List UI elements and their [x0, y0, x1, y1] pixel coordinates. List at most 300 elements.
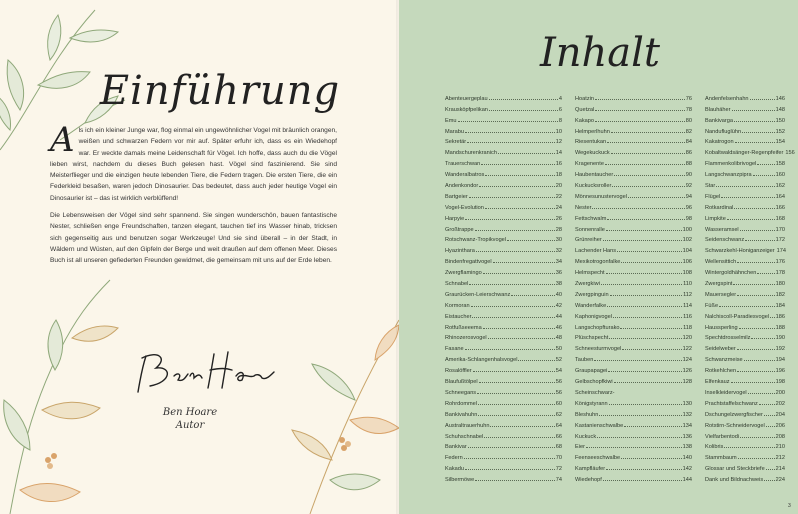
toc-entry-leader	[742, 132, 775, 133]
toc-entry-title: Wanderalbatros	[445, 172, 485, 179]
toc-entry-title: Andenfelsenhahn	[705, 95, 749, 102]
toc-entry-page: 198	[775, 379, 785, 386]
toc-entry	[575, 440, 692, 451]
toc-entry	[445, 396, 562, 407]
toc-entry-page: 154	[775, 139, 785, 146]
toc-entry	[575, 178, 692, 189]
toc-entry-title: Seidelweber	[705, 346, 736, 353]
toc-entry-title: Federn	[445, 455, 463, 462]
toc-entry-leader	[740, 230, 775, 231]
toc-entry-page: 44	[555, 313, 562, 320]
toc-entry	[705, 135, 785, 146]
toc-entry-title: Zwergspint	[705, 281, 733, 288]
toc-entry-page: 66	[555, 433, 562, 440]
toc-entry-title: Spechtdrosselmilz	[705, 335, 751, 342]
toc-entry	[575, 276, 692, 287]
toc-entry-leader	[734, 121, 775, 122]
toc-entry	[575, 472, 692, 483]
toc-entry-leader	[475, 480, 555, 481]
intro-text	[50, 120, 337, 273]
toc-entry-title: Inselkleidervogel	[705, 389, 747, 396]
toc-entry-page: 54	[555, 368, 562, 375]
toc-entry-page: 62	[555, 411, 562, 418]
toc-entry-page: 12	[555, 139, 562, 146]
toc-entry	[705, 331, 785, 342]
toc-entry-page: 98	[685, 215, 692, 222]
toc-entry-page: 172	[775, 237, 785, 244]
toc-entry	[445, 243, 562, 254]
toc-entry-page: 138	[682, 444, 692, 451]
toc-entry-title: Bartgeier	[445, 193, 468, 200]
toc-entry	[445, 320, 562, 331]
toc-entry-title: Nandufluglühn	[705, 128, 742, 135]
toc-entry-title: Kolibris	[705, 444, 724, 451]
foliage-bottom-right-illustration	[280, 280, 399, 514]
toc-entry-leader	[607, 142, 685, 143]
toc-entry-page: 130	[682, 400, 692, 407]
toc-entry	[705, 265, 785, 276]
toc-entry	[445, 189, 562, 200]
toc-entry-title: Flügel	[705, 193, 721, 200]
toc-entry-leader	[471, 306, 555, 307]
drop-cap: A	[50, 120, 75, 160]
toc-entry	[575, 298, 692, 309]
intro-paragraph-1-text: ls ich ein kleiner Junge war, flog einmal ein ungewöhnlicher Vogel mit bräunlich orangen, weißen und schwarzen Federn vor mir auf. Später erfuhr ich, dass es ein Wiedehopf war. Er weckte damals meine Leidenschaft für Vögel. Ich hoffe, dass auch du die Vögel lieben wirst, nachdem du dieses Buch gelesen hast. Vögel sind faszinierend. Sie sind Meisterflieger und die einzigen heute lebenden Tiere, die Federn tragen. Die ersten Tiere, die ein Federkleid besaßen, waren jedoch Dinosaurier. Das bedeutet, dass auch jeder heutige Vogel ein Dinosaurier ist – das ist wirklich verblüffend!	[50, 127, 337, 202]
toc-entry	[575, 450, 692, 461]
toc-entry-title: Glossar und Steckbriefe	[705, 466, 765, 473]
toc-column-3	[705, 91, 795, 484]
toc-entry-title: Rohrdommel	[445, 400, 478, 407]
toc-entry	[575, 461, 692, 472]
toc-entry	[445, 341, 562, 352]
toc-entry-leader	[483, 273, 555, 274]
toc-column-2	[575, 91, 692, 483]
toc-entry-title: Zwergpinguin	[575, 291, 609, 298]
toc-entry-leader	[603, 240, 682, 241]
toc-entry	[705, 243, 785, 254]
toc-entry-title: Rotfußseeema	[445, 324, 482, 331]
toc-entry-title: Sonnenralle	[575, 226, 605, 233]
toc-entry-leader	[614, 175, 685, 176]
toc-entry-leader	[592, 208, 684, 209]
toc-entry-page: 106	[682, 259, 692, 266]
toc-entry	[575, 222, 692, 233]
toc-entry	[575, 113, 692, 124]
toc-entry-title: Vogel-Evolution	[445, 204, 484, 211]
toc-entry	[705, 254, 785, 265]
toc-entry-page: 84	[685, 139, 692, 146]
toc-entry-title: Zwergflamingo	[445, 270, 482, 277]
toc-entry	[705, 429, 785, 440]
toc-entry-page: 182	[775, 291, 785, 298]
toc-entry-title: Nalchiscoll-Paradiesvogel	[705, 313, 770, 320]
toc-entry-leader	[478, 415, 554, 416]
toc-entry-title: Kuckucksroller	[575, 183, 612, 190]
toc-entry	[445, 135, 562, 146]
toc-entry-leader	[485, 175, 554, 176]
toc-entry-leader	[757, 273, 774, 274]
toc-entry-leader	[735, 142, 775, 143]
toc-entry-page: 102	[682, 237, 692, 244]
toc-entry-leader	[716, 186, 774, 187]
toc-entry-title: Nester	[575, 204, 592, 211]
toc-entry	[705, 211, 785, 222]
toc-entry-title: Andenkondor	[445, 183, 479, 190]
toc-entry-page: 190	[775, 335, 785, 342]
toc-entry-leader	[731, 382, 775, 383]
toc-entry-page: 30	[555, 237, 562, 244]
toc-entry-leader	[477, 393, 555, 394]
toc-entry-page: 10	[555, 128, 562, 135]
toc-entry-page: 168	[775, 215, 785, 222]
toc-entry-leader	[620, 328, 682, 329]
toc-entry-leader	[751, 338, 774, 339]
toc-entry	[445, 145, 562, 156]
intro-paragraph-2: Die Lebensweisen der Vögel sind sehr spannend. Sie singen wunderschön, bauen fantastische Nester, schließen enge Freundschaften, tanzen elegant, tauchen tief ins Wasser hinab, tricksen sich gegenseitig aus und benutzen sogar Werkzeuge! Und sie sind überall – in der Stadt, in Wäldern und Wüsten, auf den Gipfeln der Berge und weit draußen auf dem offenen Meer. Dieses Buch ist all unseren gefiederten Freunden gewidmet, die gemeinsam mit uns auf der Erde leben.	[50, 212, 337, 265]
toc-entry-leader	[737, 349, 775, 350]
toc-entry	[575, 265, 692, 276]
toc-entry-leader	[759, 404, 775, 405]
toc-entry-title: Fettschwalm	[575, 215, 607, 222]
toc-entry-title: Bankivarga	[705, 117, 733, 124]
toc-entry-leader	[734, 208, 774, 209]
toc-entry-page: 56	[555, 379, 562, 386]
intro-title: Einführung	[99, 68, 341, 114]
toc-entry-leader	[467, 142, 555, 143]
toc-entry-page: 144	[682, 477, 692, 484]
toc-entry-leader	[489, 99, 558, 100]
toc-entry	[445, 352, 562, 363]
toc-entry	[445, 178, 562, 189]
toc-entry-title: Stammbaum	[705, 455, 737, 462]
toc-entry-title: Rotkardinal	[705, 204, 734, 211]
toc-entry	[575, 233, 692, 244]
toc-entry-leader	[476, 251, 555, 252]
toc-entry-leader	[601, 284, 682, 285]
toc-entry-title: Sekretär	[445, 139, 467, 146]
toc-entry-title: Bleshuhn	[575, 411, 599, 418]
toc-entry	[575, 407, 692, 418]
toc-entry	[445, 363, 562, 374]
toc-entry	[705, 407, 785, 418]
toc-entry-page: 50	[555, 346, 562, 353]
toc-entry	[445, 331, 562, 342]
toc-entry	[705, 233, 785, 244]
toc-entry-page: 82	[685, 128, 692, 135]
author-name: Ben Hoare	[162, 407, 218, 418]
toc-entry-page: 164	[775, 193, 785, 200]
toc-entry-title: Graurücken-Leierschwanz	[445, 291, 511, 298]
toc-entry-leader	[607, 306, 682, 307]
toc-entry-page: 208	[775, 433, 785, 440]
toc-entry-leader	[465, 349, 555, 350]
toc-entry-leader	[610, 295, 682, 296]
toc-entry-title: Haubentaucher	[575, 172, 614, 179]
toc-entry-leader	[748, 393, 775, 394]
toc-entry	[575, 320, 692, 331]
toc-entry-page: 200	[775, 389, 785, 396]
toc-entry-page: 6	[558, 106, 562, 113]
toc-entry-page: 64	[555, 422, 562, 429]
toc-entry-title: Kakapo	[575, 117, 594, 124]
toc-entry-title: Kobaltwaldsänger-Regenpfeifer	[705, 150, 784, 157]
toc-entry-leader	[475, 230, 555, 231]
toc-entry-leader	[753, 175, 775, 176]
toc-entry-title: Plüschspecht	[575, 335, 609, 342]
toc-entry	[705, 472, 785, 483]
toc-entry	[575, 124, 692, 135]
toc-entry-title: Vielfarbentodi	[705, 433, 740, 440]
toc-entry-leader	[737, 262, 774, 263]
toc-entry	[575, 363, 692, 374]
toc-entry	[445, 429, 562, 440]
toc-entry-leader	[478, 404, 555, 405]
toc-entry	[575, 341, 692, 352]
toc-entry-title: Eier	[575, 444, 585, 451]
contents-title: Inhalt	[539, 30, 661, 76]
toc-entry	[445, 124, 562, 135]
toc-entry-page: 140	[682, 455, 692, 462]
toc-entry-title: Mexikotrogonfalke	[575, 259, 621, 266]
toc-entry-leader	[733, 284, 774, 285]
toc-entry-page: 46	[555, 324, 562, 331]
toc-entry	[445, 254, 562, 265]
toc-entry-title: Rotkehlchen	[705, 368, 737, 375]
toc-entry-title: Mönnesunustervogel	[575, 193, 627, 200]
toc-entry-page: 180	[775, 281, 785, 288]
toc-entry-title: Wintergoldhähnchen	[705, 270, 757, 277]
toc-entry	[445, 374, 562, 385]
toc-entry-leader	[614, 382, 682, 383]
toc-entry-page: 146	[775, 95, 785, 102]
toc-entry-title: Graupapagei	[575, 368, 608, 375]
toc-entry-title: Harpyie	[445, 215, 465, 222]
toc-entry-title: Emu	[445, 117, 457, 124]
toc-entry-page: 194	[775, 357, 785, 364]
toc-entry-page: 192	[775, 346, 785, 353]
toc-entry-title: Schuhschnabel	[445, 433, 484, 440]
toc-entry-page: 118	[683, 324, 692, 331]
toc-entry-title: Schneesturmvogel	[575, 346, 622, 353]
toc-entry-leader	[605, 164, 685, 165]
toc-entry	[575, 331, 692, 342]
toc-entry-page: 48	[555, 335, 562, 342]
toc-entry-page: 114	[683, 302, 692, 309]
toc-entry	[445, 222, 562, 233]
toc-entry	[705, 124, 785, 135]
toc-entry-leader	[518, 360, 554, 361]
toc-entry-leader	[621, 458, 682, 459]
toc-entry	[575, 287, 692, 298]
toc-entry-leader	[490, 426, 554, 427]
toc-entry-leader	[607, 219, 684, 220]
toc-entry-title: Australtrauerhuhn	[445, 422, 490, 429]
toc-entry	[575, 418, 692, 429]
toc-entry-leader	[744, 360, 775, 361]
toc-entry	[705, 385, 785, 396]
toc-entry-page: 150	[775, 117, 785, 124]
toc-entry	[445, 472, 562, 483]
toc-entry-leader	[458, 121, 558, 122]
toc-entry	[705, 102, 785, 113]
toc-entry-title: Krausköpfpelikan	[445, 106, 488, 113]
toc-entry-page: 104	[682, 248, 692, 255]
toc-entry	[705, 450, 785, 461]
toc-entry-title: Dschungelzwergfischer	[705, 411, 763, 418]
toc-entry-page: 80	[685, 117, 692, 124]
toc-entry	[575, 396, 692, 407]
toc-entry-title: Zwergkiwi	[575, 281, 600, 288]
author-role: Autor	[175, 420, 205, 431]
toc-entry-page: 156	[785, 150, 795, 157]
toc-entry	[445, 309, 562, 320]
toc-entry-page: 210	[775, 444, 785, 451]
toc-entry-leader	[738, 458, 775, 459]
toc-entry-leader	[621, 262, 681, 263]
toc-entry-title: Mauersegler	[705, 291, 737, 298]
toc-entry-leader	[599, 415, 681, 416]
toc-entry-page: 60	[555, 400, 562, 407]
toc-entry-page: 14	[555, 150, 562, 157]
toc-entry-title: Prachtstaffelschwanz	[705, 400, 758, 407]
toc-entry-leader	[766, 426, 775, 427]
toc-entry-leader	[507, 240, 555, 241]
toc-entry-leader	[498, 153, 555, 154]
toc-entry	[445, 276, 562, 287]
toc-entry	[705, 374, 785, 385]
toc-entry-title: Kakatrogon	[705, 139, 734, 146]
toc-entry-leader	[483, 328, 555, 329]
toc-entry-leader	[764, 480, 775, 481]
toc-entry-title: Flammenkolibrivogel	[705, 161, 757, 168]
toc-entry	[445, 265, 562, 276]
toc-entry	[705, 276, 785, 287]
toc-entry-page: 188	[775, 324, 785, 331]
toc-entry	[445, 156, 562, 167]
toc-entry-title: Eistaucher	[445, 313, 472, 320]
toc-entry	[575, 211, 692, 222]
toc-entry-page: 224	[775, 477, 785, 484]
toc-entry-leader	[586, 447, 682, 448]
author-signature-image	[128, 346, 278, 396]
toc-entry-title: Großtrappe	[445, 226, 474, 233]
toc-entry-leader	[737, 295, 775, 296]
toc-entry-leader	[485, 208, 555, 209]
toc-entry-leader	[465, 132, 555, 133]
toc-entry	[705, 418, 785, 429]
toc-entry-title: Lachender Hans	[575, 248, 617, 255]
toc-entry	[575, 91, 692, 102]
toc-entry-leader	[608, 371, 681, 372]
toc-entry-page: 206	[775, 422, 785, 429]
toc-entry-title: Gelbschopfkiwi	[575, 379, 613, 386]
toc-entry-title: Amerika-Schlangenhalsvogel	[445, 357, 518, 364]
toc-entry-title: Seidenschwanz	[705, 237, 745, 244]
toc-entry	[705, 461, 785, 472]
toc-entry-leader	[479, 382, 555, 383]
toc-entry-title: Hyazinthara	[445, 248, 475, 255]
toc-entry-leader	[609, 404, 682, 405]
toc-entry	[445, 211, 562, 222]
toc-entry-title: Fasane	[445, 346, 464, 353]
toc-entry-title: Bankivahuhn	[445, 411, 478, 418]
toc-entry-page: 158	[775, 161, 785, 168]
toc-entry	[445, 298, 562, 309]
toc-entry-title: Dank und Bildnachweis	[705, 477, 764, 484]
toc-entry-leader	[740, 437, 775, 438]
toc-entry	[705, 396, 785, 407]
toc-entry-page: 8	[558, 117, 562, 124]
toc-entry-page: 132	[682, 411, 692, 418]
toc-entry	[445, 461, 562, 472]
toc-entry-title: Kakadu	[445, 466, 464, 473]
toc-entry-title: Rhinozerosvogel	[445, 335, 487, 342]
toc-entry-title: Wiedehopf	[575, 477, 602, 484]
toc-entry-title: Tauben	[575, 357, 594, 364]
toc-entry-leader	[484, 437, 555, 438]
toc-entry	[575, 167, 692, 178]
toc-entry-page: 128	[682, 379, 692, 386]
toc-entry-leader	[488, 338, 555, 339]
page-number: 3	[788, 503, 791, 509]
toc-entry-page: 24	[555, 204, 562, 211]
toc-entry-leader	[606, 469, 681, 470]
toc-entry-leader	[770, 317, 775, 318]
toc-entry-title: Blaufußtölpel	[445, 379, 478, 386]
toc-entry-leader	[732, 110, 775, 111]
toc-entry-page: 26	[555, 215, 562, 222]
toc-entry-page: 148	[775, 106, 785, 113]
toc-entry-title: Rotschwanz-Tropikvogel	[445, 237, 507, 244]
toc-entry-leader	[624, 426, 681, 427]
toc-entry-page: 124	[682, 357, 692, 364]
toc-entry-leader	[489, 110, 558, 111]
toc-entry-leader	[613, 317, 682, 318]
toc-entry-page: 214	[775, 466, 785, 473]
toc-entry-leader	[611, 132, 685, 133]
toc-entry-title: Wellensittich	[705, 259, 737, 266]
toc-entry-page: 22	[555, 193, 562, 200]
toc-entry-page: 16	[555, 161, 562, 168]
toc-entry	[445, 407, 562, 418]
toc-entry	[705, 222, 785, 233]
toc-entry	[705, 287, 785, 298]
foliage-bottom-left-illustration	[0, 260, 120, 514]
toc-entry-page: 52	[555, 357, 562, 364]
toc-entry	[575, 102, 692, 113]
toc-entry-leader	[465, 469, 555, 470]
toc-entry-page: 112	[683, 291, 692, 298]
toc-entry	[445, 200, 562, 211]
toc-entry-page: 178	[775, 270, 785, 277]
toc-entry	[705, 145, 795, 157]
toc-entry-title: Silbermöwe	[445, 477, 475, 484]
toc-entry-title: Blauhäher	[705, 106, 731, 113]
toc-entry-title: Elfenkauz	[705, 379, 730, 386]
toc-entry-page: 122	[682, 346, 692, 353]
toc-entry-page: 20	[555, 183, 562, 190]
toc-entry-title: Kragenente	[575, 161, 604, 168]
toc-entry	[705, 178, 785, 189]
toc-entry-leader	[727, 219, 775, 220]
toc-entry	[575, 352, 692, 363]
toc-entry-page: 170	[775, 226, 785, 233]
toc-entry-page: 136	[682, 433, 692, 440]
toc-entry-page: 32	[555, 248, 562, 255]
toc-entry	[575, 254, 692, 265]
toc-entry-page: 90	[685, 172, 692, 179]
toc-entry	[575, 145, 692, 156]
